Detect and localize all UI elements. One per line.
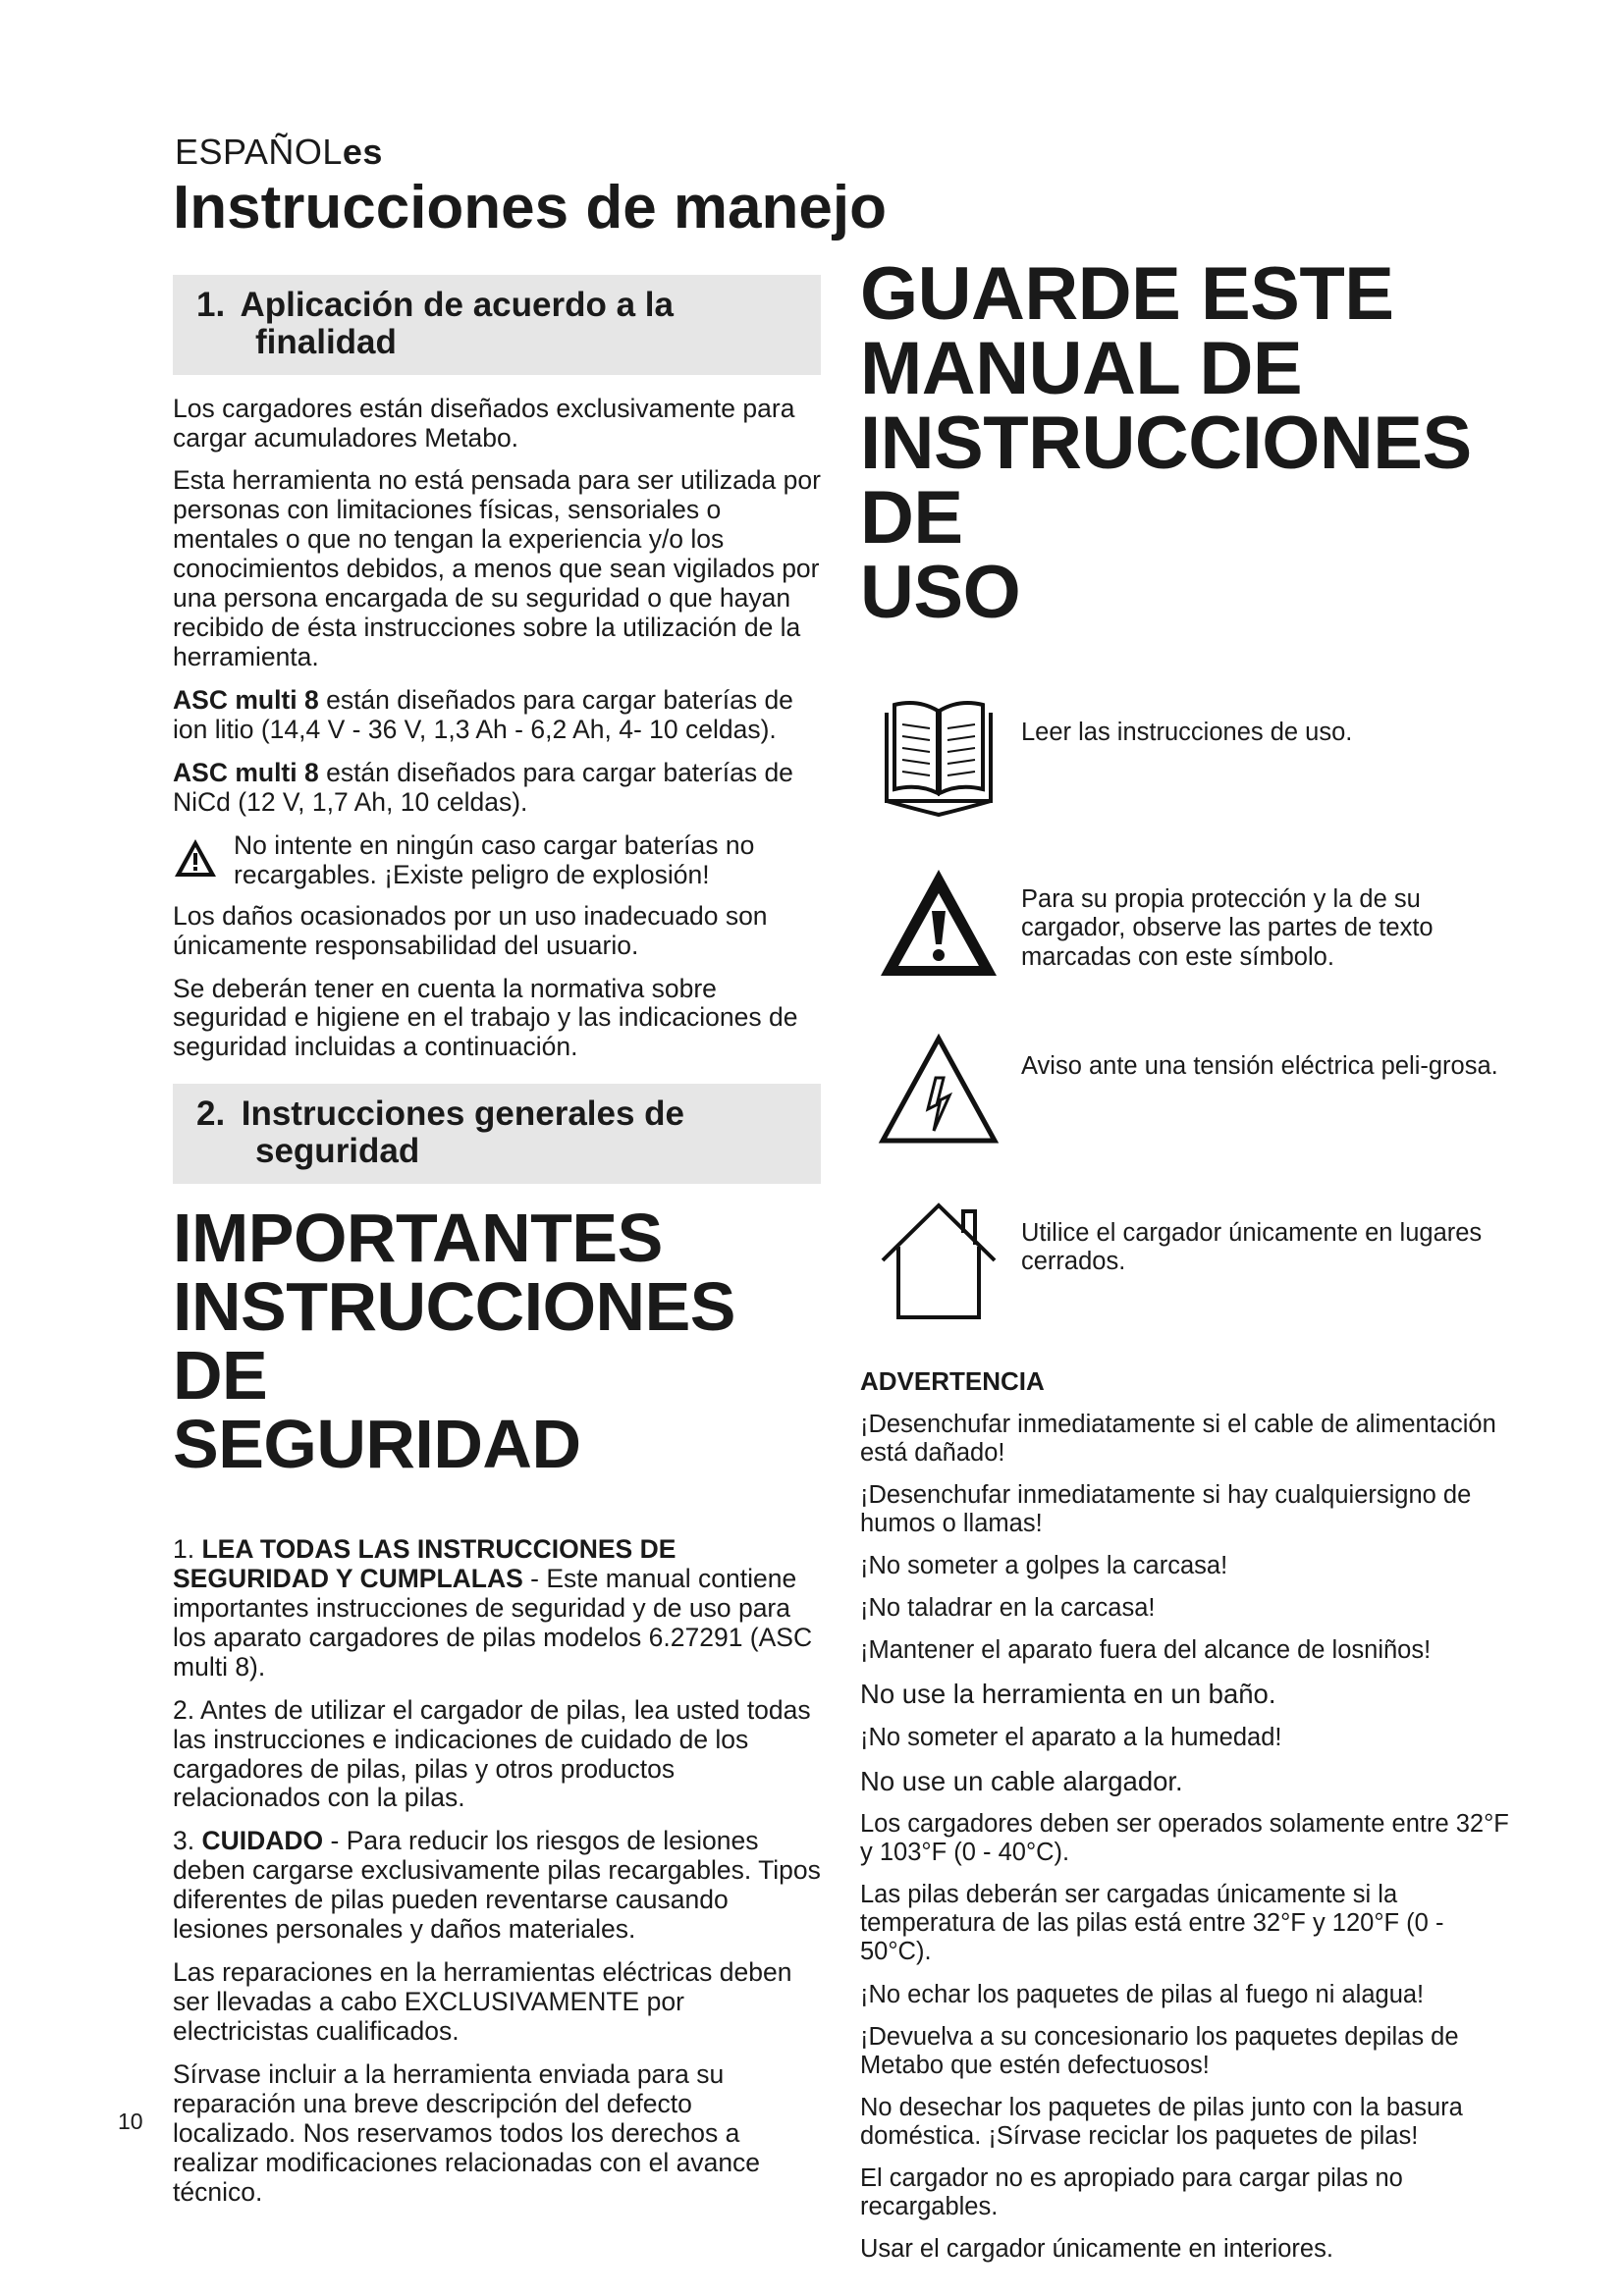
keep-manual-title-line1: GUARDE ESTE xyxy=(860,252,1394,336)
safety-item-1-bold: LEA TODAS LAS INSTRUCCIONES DE SEGURIDAD Y CUMPLALAS xyxy=(173,1533,677,1593)
symbol-electric-warning xyxy=(860,1033,1520,1160)
model-name: ASC multi 8 xyxy=(173,685,319,716)
important-safety-title-line2: INSTRUCCIONES DE xyxy=(173,1267,735,1414)
paragraph-nicd xyxy=(173,759,821,818)
paragraph-defect-description: Sírvase incluir a la herramienta enviada para su reparación una breve descripción del defecto localizado. Nos reservamos todos los derechos a realizar modificaciones relacionadas con el avance técnico. xyxy=(173,2058,761,2207)
language-label xyxy=(175,132,383,173)
safety-item-1 xyxy=(173,1535,821,1682)
warning-item: Los cargadores deben ser operados solamente entre 32°F y 103°F (0 - 40°C). xyxy=(860,1810,1509,1867)
warning-item: Las pilas deberán ser cargadas únicamente si la temperatura de las pilas está entre 32°F y 120°F (0 - 50°C). xyxy=(860,1881,1444,1966)
warning-item: No use un cable alargador. xyxy=(860,1765,1183,1796)
section-2-heading-line1: Instrucciones generales de xyxy=(241,1095,685,1134)
keep-manual-title xyxy=(860,252,1520,634)
safety-item-1-number: 1. xyxy=(173,1533,195,1564)
paragraph-liion xyxy=(173,686,821,745)
important-safety-title xyxy=(173,1199,821,1482)
symbol-voltage-text: Aviso ante una tensión eléctrica peli-grosa. xyxy=(1021,1052,1498,1080)
language-name: ESPAÑOL xyxy=(175,132,343,172)
section-heading-1 xyxy=(173,275,821,375)
model-name: ASC multi 8 xyxy=(173,757,319,787)
keep-manual-title-line3: INSTRUCCIONES DE xyxy=(860,401,1472,560)
section-2-number: 2. xyxy=(196,1095,226,1134)
paragraph-misuse: Los daños ocasionados por un uso inadecuado son únicamente responsabilidad del usuario. xyxy=(173,900,768,960)
paragraph-purpose: Los cargadores están diseñados exclusivamente para cargar acumuladores Metabo. xyxy=(173,393,795,453)
paragraph-regulations: Se deberán tener en cuenta la normativa sobre seguridad e higiene en el trabajo y las indicaciones de seguridad incluidas a continuación. xyxy=(173,973,798,1062)
symbol-read-instructions xyxy=(860,699,1520,827)
warning-item: ¡Desenchufar inmediatamente si hay cualquiersigno de humos o llamas! xyxy=(860,1481,1472,1538)
language-code: es xyxy=(342,132,383,172)
warning-heading: ADVERTENCIA xyxy=(860,1366,1045,1396)
warning-note xyxy=(173,831,821,890)
warning-triangle-icon xyxy=(877,866,1001,980)
safety-item-3-number: 3. xyxy=(173,1826,195,1856)
warning-item: No desechar los paquetes de pilas junto con la basura doméstica. ¡Sírvase reciclar los paquetes de pilas! xyxy=(860,2093,1463,2150)
section-2-heading-line2: seguridad xyxy=(255,1132,420,1171)
safety-item-1-text: - Este manual contiene importantes instrucciones de seguridad y de uso para los aparato cargadores de pilas modelos 6.27291 (ASC multi 8). xyxy=(173,1563,813,1682)
warning-item: Usar el cargador únicamente en interiores. xyxy=(860,2234,1333,2263)
house-icon xyxy=(877,1200,1001,1321)
symbol-warning-text: Para su propia protección y la de su cargador, observe las partes de texto marcadas con este símbolo. xyxy=(1021,885,1434,971)
warning-item: ¡No taladrar en la carcasa! xyxy=(860,1594,1156,1623)
safety-item-3 xyxy=(173,1827,821,1945)
safety-item-3-bold: CUIDADO xyxy=(201,1826,324,1856)
section-1-number: 1. xyxy=(196,286,226,324)
warning-item: ¡No echar los paquetes de pilas al fuego ni alagua! xyxy=(860,1980,1425,2008)
left-column xyxy=(173,275,821,2221)
high-voltage-icon xyxy=(877,1033,1001,1147)
keep-manual-title-line4: USO xyxy=(860,551,1021,634)
liion-text: están diseñados para cargar baterías de ion litio (14,4 V - 36 V, 1,3 Ah - 6,2 Ah, 4- 10 celdas). xyxy=(173,685,793,744)
warning-item: ¡Desenchufar inmediatamente si el cable de alimentación está dañado! xyxy=(860,1411,1496,1468)
page-number: 10 xyxy=(118,2109,143,2134)
symbol-general-warning xyxy=(860,866,1520,993)
safety-item-3-text: - Para reducir los riesgos de lesiones deben cargarse exclusivamente pilas recargables. Tipos diferentes de pilas pueden reventarse causando lesiones personales y daños materiales. xyxy=(173,1826,821,1945)
warning-item: ¡No someter el aparato a la humedad! xyxy=(860,1723,1282,1751)
safety-item-2: 2. Antes de utilizar el cargador de pilas, lea usted todas las instrucciones e indicaciones de cuidado de los cargadores de pilas, pilas y otros productos relacionados con la pilas. xyxy=(173,1694,811,1813)
important-safety-title-line1: IMPORTANTES xyxy=(173,1199,663,1276)
section-heading-2 xyxy=(173,1084,821,1184)
open-book-icon xyxy=(875,699,1002,821)
warning-item: El cargador no es apropiado para cargar pilas no recargables. xyxy=(860,2163,1403,2220)
warning-item: ¡Mantener el aparato fuera del alcance de losniños! xyxy=(860,1636,1432,1665)
section-1-heading-line1: Aplicación de acuerdo a la xyxy=(240,286,674,324)
warning-item: No use la herramienta en un baño. xyxy=(860,1679,1276,1710)
section-1-heading-line2: finalidad xyxy=(255,322,397,361)
right-column xyxy=(860,252,1520,2277)
keep-manual-title-line2: MANUAL DE xyxy=(860,327,1303,410)
paragraph-repairs: Las reparaciones en la herramientas eléctricas deben ser llevadas a cabo EXCLUSIVAMENTE por electricistas cualificados. xyxy=(173,1957,792,2046)
page-title: Instrucciones de manejo xyxy=(173,174,887,241)
warning-item: ¡Devuelva a su concesionario los paquetes depilas de Metabo que estén defectuosos! xyxy=(860,2022,1459,2079)
symbol-indoor-use xyxy=(860,1200,1520,1327)
paragraph-persons: Esta herramienta no está pensada para ser utilizada por personas con limitaciones físicas, sensoriales o mentales o que no tengan la experiencia y/o los conocimientos debidos, a menos que sean vigilados por una persona encargada de su seguridad o que hayan recibido de ésta instrucciones sobre la utilización de la herramienta. xyxy=(173,465,821,672)
warning-text: No intente en ningún caso cargar baterías no recargables. ¡Existe peligro de explosión! xyxy=(234,829,755,889)
warning-item: ¡No someter a golpes la carcasa! xyxy=(860,1552,1228,1580)
warning-triangle-icon xyxy=(173,837,218,879)
symbol-read-text: Leer las instrucciones de uso. xyxy=(1021,719,1353,746)
important-safety-title-line3: SEGURIDAD xyxy=(173,1405,581,1482)
nicd-text: están diseñados para cargar baterías de NiCd (12 V, 1,7 Ah, 10 celdas). xyxy=(173,757,793,817)
symbol-indoor-text: Utilice el cargador únicamente en lugares cerrados. xyxy=(1021,1219,1483,1276)
